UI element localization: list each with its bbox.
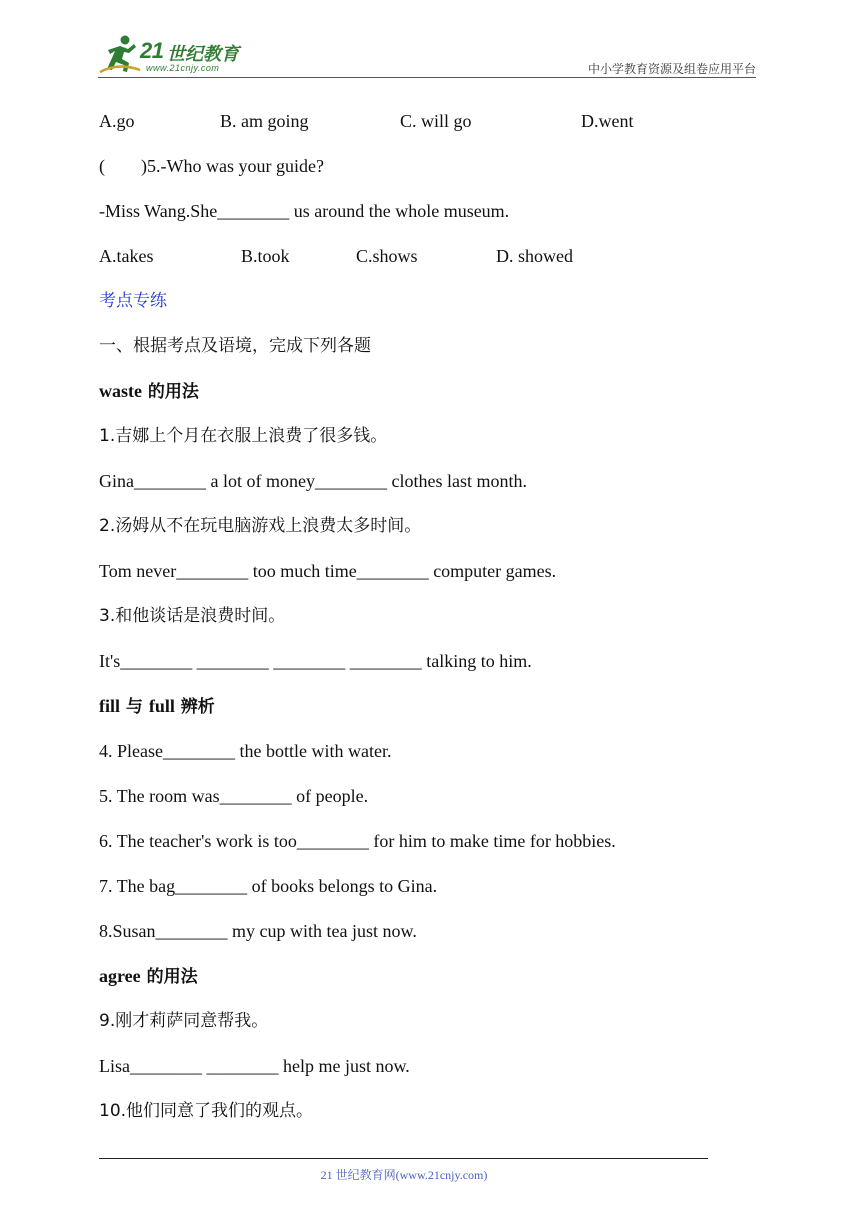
question-5-fill: 5. The room was________ of people.	[99, 786, 369, 806]
option-b: B. am going	[220, 111, 309, 131]
option-b: B.took	[241, 246, 290, 266]
footer-divider	[99, 1158, 708, 1159]
options-row-5	[99, 241, 759, 286]
header-platform-text: 中小学教育资源及组卷应用平台	[587, 62, 756, 76]
question-5-sentence: -Miss Wang.She________ us around the whole museum.	[99, 201, 510, 221]
document-body	[99, 106, 759, 1141]
option-c: C.shows	[356, 246, 418, 266]
question-7: 7. The bag________ of books belongs to Gina.	[99, 876, 438, 896]
question-3-english: It's________ ________ ________ ________ talking to him.	[99, 651, 532, 671]
topic-suffix: 辨析	[174, 697, 215, 717]
page-footer[interactable]: 21 世纪教育网(www.21cnjy.com)	[320, 1168, 488, 1182]
topic-suffix: 的用法	[142, 382, 199, 402]
topic-connector: 与	[120, 697, 149, 717]
question-6: 6. The teacher's work is too________ for him to make time for hobbies.	[99, 831, 616, 851]
topic-word: waste	[99, 381, 142, 401]
question-1-chinese: 1.吉娜上个月在衣服上浪费了很多钱。	[99, 426, 388, 446]
question-1-english: Gina________ a lot of money________ clothes last month.	[99, 471, 527, 491]
topic-fill-full-heading	[99, 691, 759, 736]
topic-word-full: full	[148, 696, 175, 716]
site-logo[interactable]	[98, 32, 258, 76]
topic-word-fill: fill	[99, 696, 120, 716]
section-title: 考点专练	[99, 291, 167, 311]
option-d: D. showed	[496, 246, 573, 266]
option-d: D.went	[581, 111, 634, 131]
question-8: 8.Susan________ my cup with tea just now.	[99, 921, 417, 941]
topic-agree-heading	[99, 961, 759, 1006]
page-header	[98, 32, 756, 80]
logo-url: www.21cnjy.com	[146, 63, 220, 73]
question-5: ( )5.-Who was your guide?	[99, 156, 324, 176]
part-one-heading: 一、根据考点及语境，完成下列各题	[99, 336, 371, 356]
question-3-chinese: 3.和他谈话是浪费时间。	[99, 606, 286, 626]
question-2-chinese: 2.汤姆从不在玩电脑游戏上浪费太多时间。	[99, 516, 422, 536]
logo-number: 21	[140, 38, 164, 63]
question-9-chinese: 9.刚才莉萨同意帮我。	[99, 1011, 269, 1031]
options-row-4	[99, 106, 759, 151]
question-2-english: Tom never________ too much time________ computer games.	[99, 561, 557, 581]
topic-word: agree	[99, 966, 141, 986]
question-4: 4. Please________ the bottle with water.	[99, 741, 392, 761]
option-c: C. will go	[400, 111, 472, 131]
topic-waste-heading	[99, 376, 759, 421]
runner-logo-icon	[98, 32, 142, 76]
option-a: A.go	[99, 111, 135, 131]
header-divider	[98, 77, 756, 78]
option-a: A.takes	[99, 246, 154, 266]
logo-text: 世纪教育	[167, 44, 239, 65]
question-10-chinese: 10.他们同意了我们的观点。	[99, 1101, 314, 1121]
topic-suffix: 的用法	[140, 967, 198, 987]
question-9-english: Lisa________ ________ help me just now.	[99, 1056, 410, 1076]
